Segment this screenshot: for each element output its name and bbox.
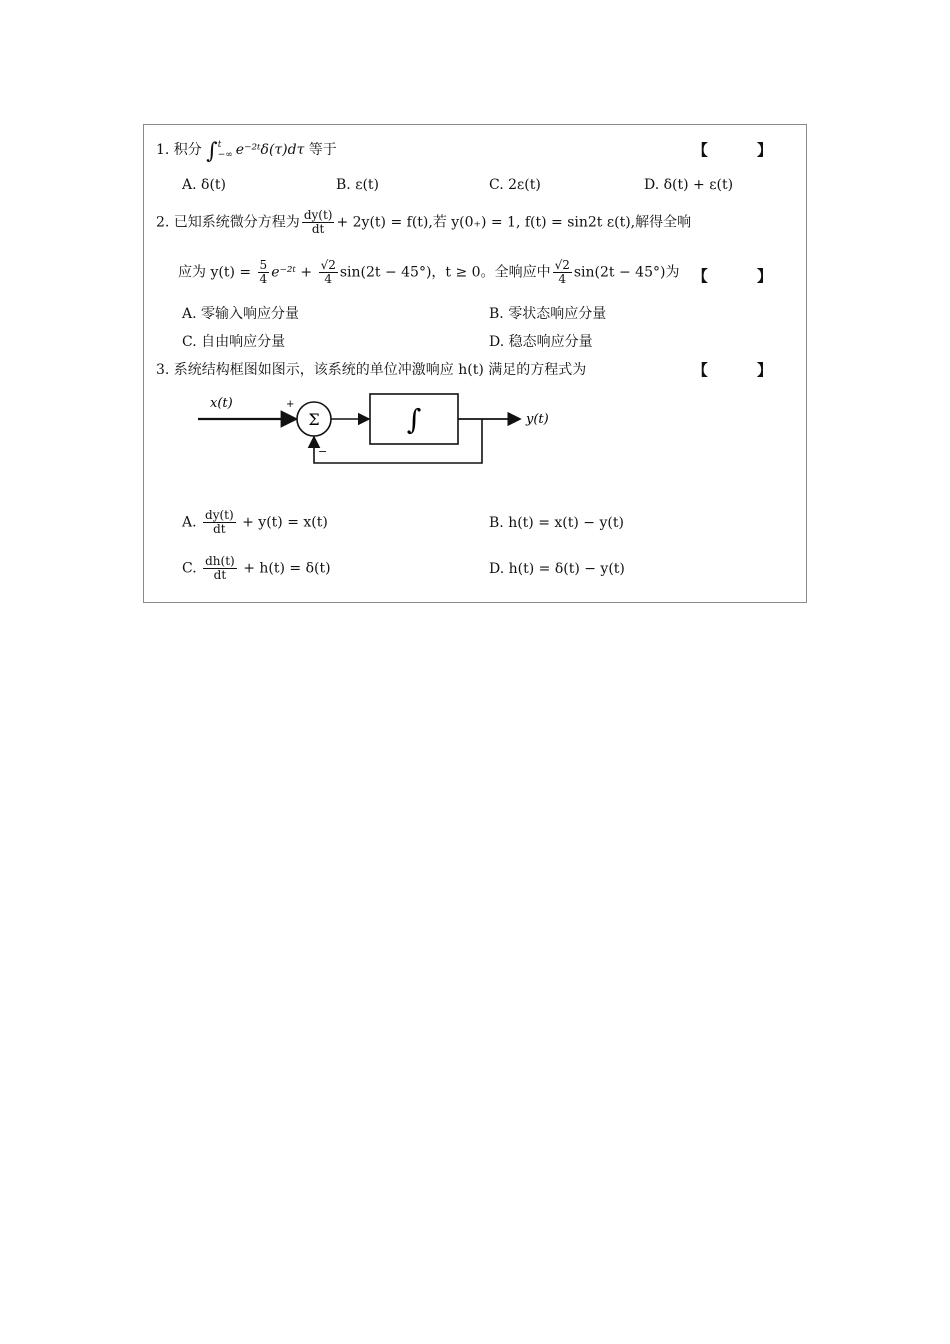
q3-a-prefix: A. <box>182 514 197 531</box>
q2-option-c: C. 自由响应分量 <box>182 334 286 350</box>
q2-prefix: 2. 已知系统微分方程为 <box>156 214 300 231</box>
q2-tail: sin(2t − 45°)为 <box>573 264 680 281</box>
q3-option-a <box>182 509 328 536</box>
q3-c-den: dt <box>213 568 227 582</box>
q2-line2-prefix: 应为 y(t) = <box>178 264 252 281</box>
q1-integrand: e⁻²ᵗδ(τ)dτ <box>235 142 305 158</box>
q2-frac-denominator: dt <box>311 222 325 236</box>
q3-c-num: dh(t) <box>205 554 235 568</box>
plus-sign: + <box>286 399 295 410</box>
q2-sin-term: sin(2t − 45°)，t ≥ 0。全响应中 <box>339 264 551 281</box>
q3-a-den: dt <box>213 522 226 536</box>
q2-frac-numerator: dy(t) <box>303 208 333 222</box>
q3-c-fraction <box>203 555 237 582</box>
sum-symbol: Σ <box>308 410 320 429</box>
q2-c2-den: 4 <box>324 272 333 286</box>
block-diagram <box>194 387 564 482</box>
q2-option-a: A. 零输入响应分量 <box>182 306 300 322</box>
output-label: y(t) <box>526 412 549 427</box>
q2-coef-3 <box>553 259 572 286</box>
q3-c-rest: + h(t) = δ(t) <box>243 560 331 577</box>
q2-c3-num: √2 <box>554 258 570 272</box>
q3-option-c <box>182 555 331 582</box>
q3-answer-bracket: 【 】 <box>692 361 794 379</box>
q2-condition: + 2y(t) = f(t),若 y(0₊) = 1, f(t) = sin2t ε(t),解得全响 <box>336 214 692 231</box>
q2-c1-den: 4 <box>259 272 268 286</box>
question-2-line-1 <box>156 209 796 236</box>
q3-c-prefix: C. <box>182 560 197 577</box>
q1-option-b: B. ε(t) <box>336 177 379 193</box>
q1-option-d: D. δ(t) + ε(t) <box>644 177 734 193</box>
q2-answer-bracket: 【 】 <box>692 267 794 285</box>
q2-coef-1 <box>258 259 270 286</box>
q1-integral-upper: t <box>217 140 222 150</box>
q2-derivative-fraction <box>302 209 335 236</box>
q1-answer-bracket: 【 】 <box>692 141 794 159</box>
exam-question-box <box>143 124 807 603</box>
q3-a-fraction <box>203 509 236 536</box>
q3-option-b: B. h(t) = x(t) − y(t) <box>489 515 624 531</box>
q3-option-d: D. h(t) = δ(t) − y(t) <box>489 561 625 577</box>
q3-a-rest: + y(t) = x(t) <box>242 514 328 531</box>
q2-c3-den: 4 <box>558 272 567 286</box>
q2-option-d: D. 稳态响应分量 <box>489 334 593 350</box>
q2-c2-num: √2 <box>320 258 336 272</box>
question-3: 3. 系统结构框图如图示，该系统的单位冲激响应 h(t) 满足的方程式为 <box>156 362 587 378</box>
q2-exp-term: e⁻²ᵗ + <box>271 264 313 281</box>
q1-prefix: 1. 积分 <box>156 142 202 158</box>
q2-c1-num: 5 <box>259 258 268 272</box>
q1-integral-lower: −∞ <box>217 150 233 160</box>
q3-a-num: dy(t) <box>205 508 234 522</box>
q2-option-b: B. 零状态响应分量 <box>489 306 607 322</box>
q1-option-a: A. δ(t) <box>182 177 226 193</box>
q1-option-c: C. 2ε(t) <box>489 177 541 193</box>
minus-sign: − <box>318 445 328 458</box>
integrator-symbol: ∫ <box>406 403 422 436</box>
q2-coef-2 <box>319 259 338 286</box>
input-label: x(t) <box>210 396 233 411</box>
integral-sign: ∫ <box>206 139 218 164</box>
q1-suffix: 等于 <box>308 142 337 158</box>
